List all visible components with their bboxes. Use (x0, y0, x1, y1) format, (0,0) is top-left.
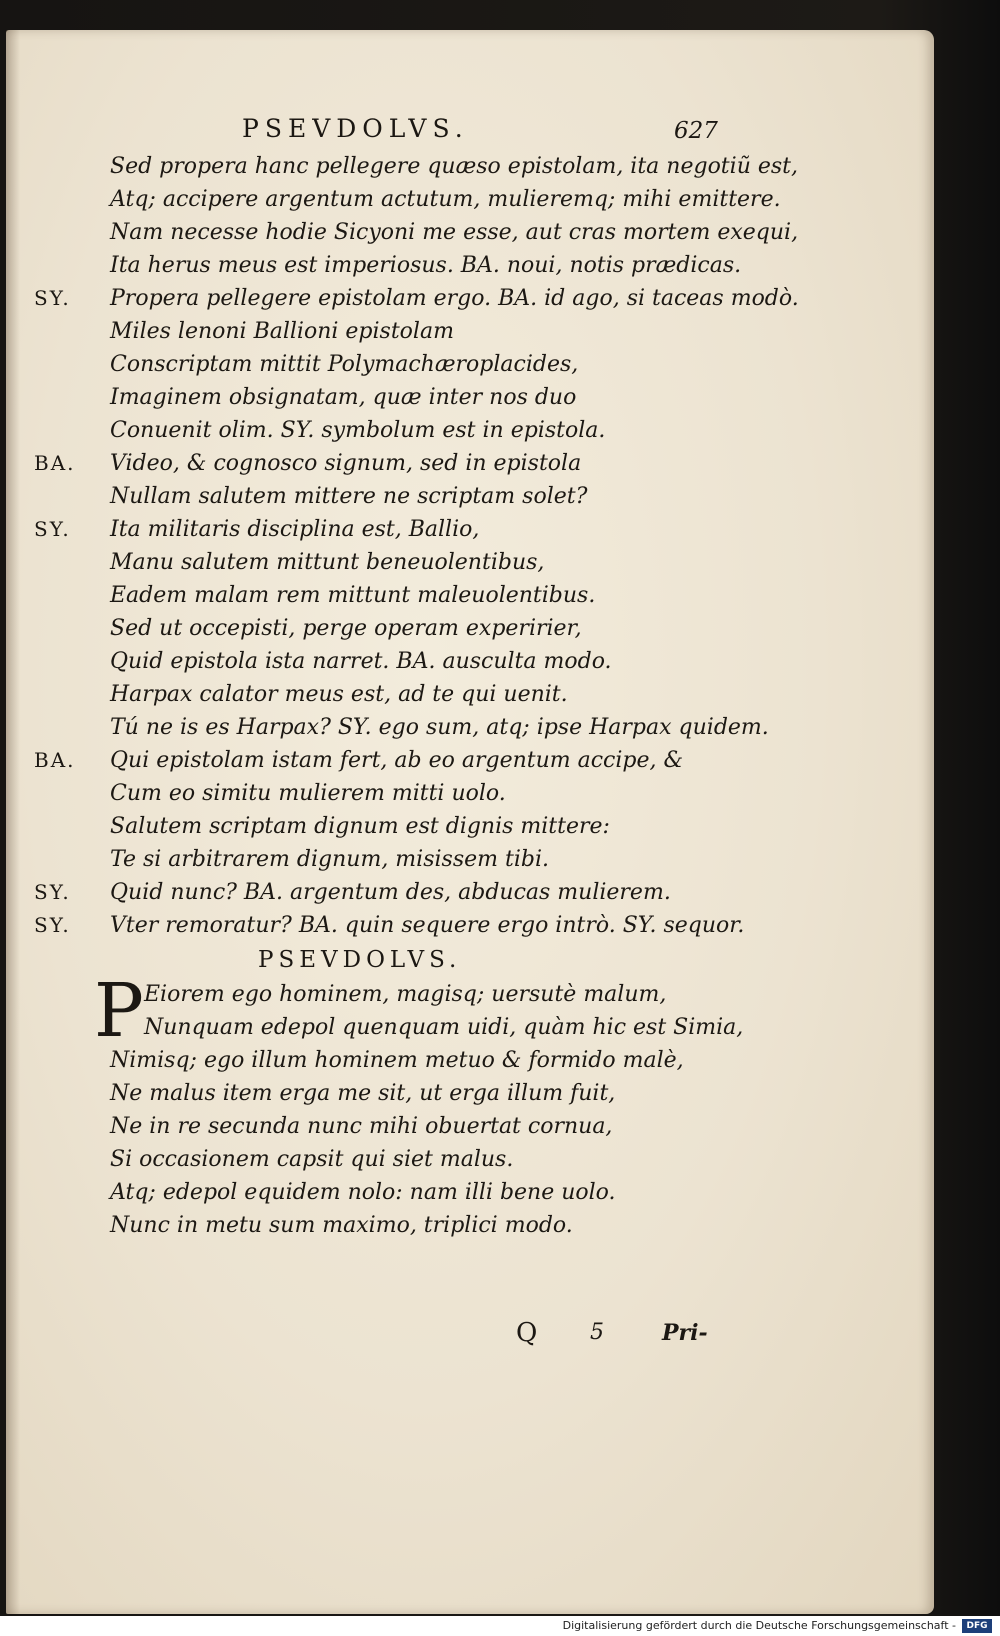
verse-text: Ita militaris disciplina est, Ballio, (110, 517, 480, 542)
verse-text: Eiorem ego hominem, magisq; uersutè malum, (144, 982, 667, 1007)
verse-line (26, 579, 766, 612)
verse-line (26, 678, 766, 711)
verse-line (26, 414, 766, 447)
verse-line (26, 249, 766, 282)
verse-text: Eadem malam rem mittunt maleuolentibus. (110, 583, 596, 608)
verse-text: Manu salutem mittunt beneuolentibus, (110, 550, 545, 575)
verse-text: Nimisq; ego illum hominem metuo & formido malè, (110, 1048, 684, 1073)
verse-text: Ne in re secunda nunc mihi obuertat cornua, (110, 1114, 613, 1139)
verse-text: Te si arbitrarem dignum, misissem tibi. (110, 847, 549, 872)
verse-line (26, 282, 799, 315)
verse-line (26, 183, 781, 216)
verse-text: Quid epistola ista narret. BA. ausculta modo. (110, 649, 612, 674)
verse-line (26, 612, 766, 645)
monologue-opening (26, 968, 766, 1054)
verse-text: Sed ut occepisti, perge operam experirier, (110, 616, 582, 641)
funding-notice: Digitalisierung gefördert durch die Deutsche Forschungsgemeinschaft - (562, 1619, 956, 1632)
verse-text: Tú ne is es Harpax? SY. ego sum, atq; ipse Harpax quidem. (110, 715, 769, 740)
running-head: PSEVDOLVS. (242, 114, 469, 143)
verse-text: Atq; accipere argentum actutum, mulieremq; mihi emittere. (110, 187, 781, 212)
verse-line (26, 216, 799, 249)
signature-mark: Q (516, 1318, 538, 1348)
verse-text: Ita herus meus est imperiosus. BA. noui, notis prædicas. (110, 253, 742, 278)
verse-line (26, 978, 766, 1011)
speaker-label: BA. (34, 748, 76, 772)
text-block (26, 150, 799, 1242)
page-number: 627 (674, 118, 718, 144)
verse-text: Quid nunc? BA. argentum des, abducas mulierem. (110, 880, 671, 905)
verse-text: Sed propera hanc pellegere quæso epistolam, ita negotiũ est, (110, 154, 798, 179)
verse-line (26, 645, 766, 678)
verse-line (26, 843, 766, 876)
verse-line (26, 447, 766, 480)
dfg-logo-icon: DFG (962, 1619, 992, 1633)
verse-text: Propera pellegere epistolam ergo. BA. id ago, si taceas modò. (110, 286, 799, 311)
verse-line (26, 1209, 766, 1242)
signature-number: 5 (590, 1320, 604, 1345)
verse-line (26, 1110, 766, 1143)
verse-text: Salutem scriptam dignum est dignis mittere: (110, 814, 610, 839)
speaker-label: SY. (34, 913, 71, 937)
verse-text: Qui epistolam istam fert, ab eo argentum accipe, & (110, 748, 684, 773)
verse-text: Video, & cognosco signum, sed in epistola (110, 451, 582, 476)
verse-text: Conscriptam mittit Polymachæroplacides, (110, 352, 579, 377)
verse-line (26, 315, 766, 348)
verse-text: Ne malus item erga me sit, ut erga illum fuit, (110, 1081, 616, 1106)
speaker-label: SY. (34, 286, 71, 310)
verse-line (26, 1044, 766, 1077)
verse-line (26, 744, 766, 777)
verse-line (26, 777, 766, 810)
verse-text: Conuenit olim. SY. symbolum est in epistola. (110, 418, 606, 443)
catchword: Pri- (662, 1320, 708, 1346)
verse-line (26, 810, 766, 843)
verse-text: Nunquam edepol quenquam uidi, quàm hic est Simia, (144, 1015, 744, 1040)
verse-line (26, 711, 769, 744)
verse-text: Harpax calator meus est, ad te qui uenit. (110, 682, 568, 707)
verse-line (26, 909, 766, 942)
verse-text: Nunc in metu sum maximo, triplici modo. (110, 1213, 573, 1238)
drop-initial: P (94, 968, 144, 1054)
verse-text: Cum eo simitu mulierem mitti uolo. (110, 781, 506, 806)
digitization-footer (0, 1616, 1000, 1636)
verse-line (26, 480, 766, 513)
verse-text: Si occasionem capsit qui siet malus. (110, 1147, 514, 1172)
verse-line (26, 876, 766, 909)
page-gutter-shadow (6, 30, 20, 1614)
verse-text: Miles lenoni Ballioni epistolam (110, 319, 454, 344)
verse-line (26, 513, 766, 546)
verse-text: Nullam salutem mittere ne scriptam solet? (110, 484, 588, 509)
verse-line (26, 348, 766, 381)
verse-line (26, 1011, 766, 1044)
speaker-label: SY. (34, 880, 71, 904)
verse-line (26, 1077, 766, 1110)
speaker-label: SY. (34, 517, 71, 541)
verse-text: Vter remoratur? BA. quin sequere ergo intrò. SY. sequor. (110, 913, 745, 938)
verse-line (26, 1143, 766, 1176)
verse-line (26, 546, 766, 579)
verse-text: Imaginem obsignatam, quæ inter nos duo (110, 385, 577, 410)
verse-line (26, 150, 798, 183)
verse-text: Nam necesse hodie Sicyoni me esse, aut cras mortem exequi, (110, 220, 799, 245)
verse-line (26, 381, 766, 414)
verse-line (26, 1176, 766, 1209)
book-page (6, 30, 934, 1614)
verse-text: Atq; edepol equidem nolo: nam illi bene uolo. (110, 1180, 616, 1205)
catchline (496, 1318, 736, 1352)
speaker-label: BA. (34, 451, 76, 475)
scene-heading: PSEVDOLVS. (258, 947, 462, 973)
